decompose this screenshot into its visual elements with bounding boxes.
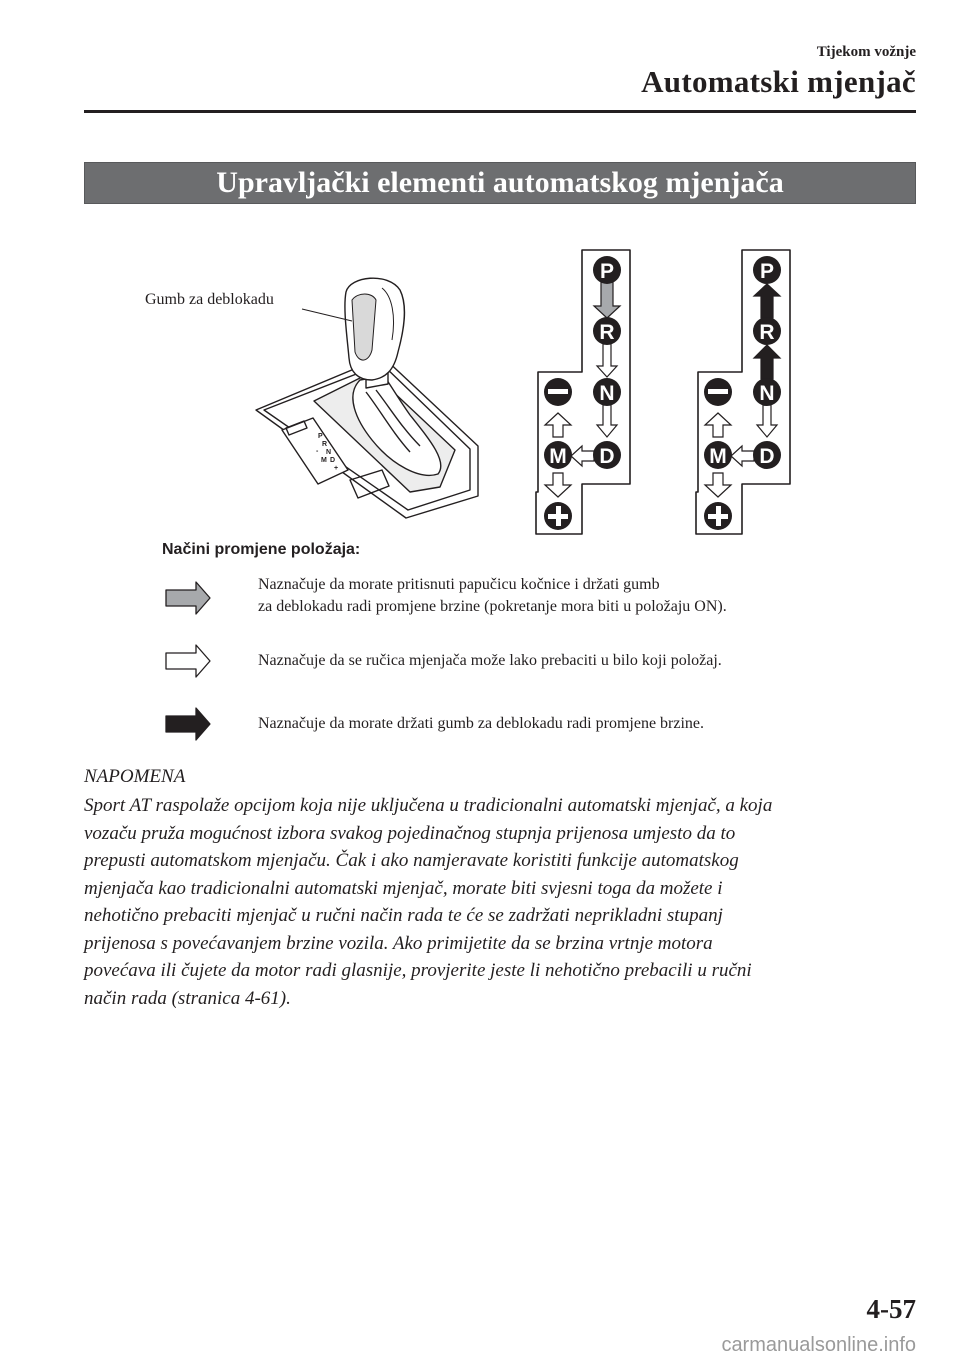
- note-line: vozaču pruža mogućnost izbora svakog pojedinačnog stupnja prijenosa umjesto da to: [84, 822, 736, 844]
- gray-arrow-icon: [166, 582, 210, 614]
- minus-icon: [548, 389, 568, 394]
- legend-black-line-1: Naznačuje da morate držati gumb za deblokadu radi promjene brzine.: [258, 715, 705, 732]
- white-arrow-icon: [166, 645, 210, 677]
- chapter-title: Automatski mjenjač: [641, 64, 916, 99]
- console-letter-n: N: [326, 449, 332, 456]
- note-line: mjenjača kao tradicionalni automatski mjenjač, morate biti svjesni toga da možete i: [84, 877, 723, 899]
- gate-right-p-label: P: [759, 260, 775, 283]
- console-letter-p: P: [318, 433, 323, 440]
- gate-left-d-label: D: [599, 445, 615, 468]
- legend-white-text: [258, 650, 722, 672]
- gate-right-r-label: R: [759, 321, 775, 344]
- note-line: način rada (stranica 4-61).: [84, 987, 291, 1009]
- note-line: Sport AT raspolaže opcijom koja nije uključena u tradicionalni automatski mjenjač, a koja: [84, 795, 773, 816]
- legend-gray-text: [258, 574, 727, 618]
- gate-right-n-label: N: [759, 382, 775, 405]
- shift-lever-illustration: [256, 278, 478, 518]
- legend-gray-line-1: Naznačuje da morate pritisnuti papučicu kočnice i držati gumb: [258, 576, 660, 593]
- gate-right-d-label: D: [759, 445, 775, 468]
- note-line: povećava ili čujete da motor radi glasnije, provjerite jeste li nehotično prebacili u ručni: [84, 960, 752, 981]
- note-line: prepusti automatskom mjenjaču. Čak i ako namjeravate koristiti funkcije automatskog: [84, 850, 739, 871]
- shift-methods-title: Načini promjene položaja:: [162, 541, 361, 558]
- gate-left-n-label: N: [599, 382, 615, 405]
- console-letter-m: M: [321, 457, 327, 464]
- legend-gray-line-2: za deblokadu radi promjene brzine (pokretanje mora biti u položaju ON).: [258, 598, 727, 615]
- console-letter-plus: +: [334, 465, 339, 472]
- section-title: Tijekom vožnje: [816, 44, 916, 60]
- gate-left-p-label: P: [599, 260, 615, 283]
- note-line: prijenosa s povećavanjem brzine vozila. Ako primijetite da se brzina vrtnje motora: [84, 932, 713, 954]
- gate-right-m-label: M: [709, 445, 727, 468]
- black-arrow-icon: [166, 708, 210, 740]
- shift-gate-left: [536, 250, 630, 534]
- minus-icon: [708, 389, 728, 394]
- page-number: 4-57: [866, 1294, 916, 1324]
- note-title: NAPOMENA: [84, 766, 186, 787]
- watermark: carmanualsonline.info: [721, 1334, 916, 1356]
- legend-black-text: [258, 713, 704, 735]
- unlock-button-callout: Gumb za deblokadu: [145, 291, 274, 308]
- console-letter-minus: -: [316, 448, 319, 455]
- legend-arrows: [166, 582, 210, 740]
- gate-left-r-label: R: [599, 321, 615, 344]
- console-letter-r: R: [322, 441, 328, 448]
- note-line: nehotično prebaciti mjenjač u ručni način rada te će se zadržati neprikladni stupanj: [84, 905, 723, 926]
- note-body: [84, 792, 919, 1012]
- legend-white-line-1: Naznačuje da se ručica mjenjača može lako prebaciti u bilo koji položaj.: [258, 652, 722, 669]
- console-letter-d: D: [330, 457, 336, 464]
- banner-title: Upravljački elementi automatskog mjenjača: [84, 162, 916, 204]
- gate-left-m-label: M: [549, 445, 567, 468]
- shift-gate-right: [696, 250, 790, 534]
